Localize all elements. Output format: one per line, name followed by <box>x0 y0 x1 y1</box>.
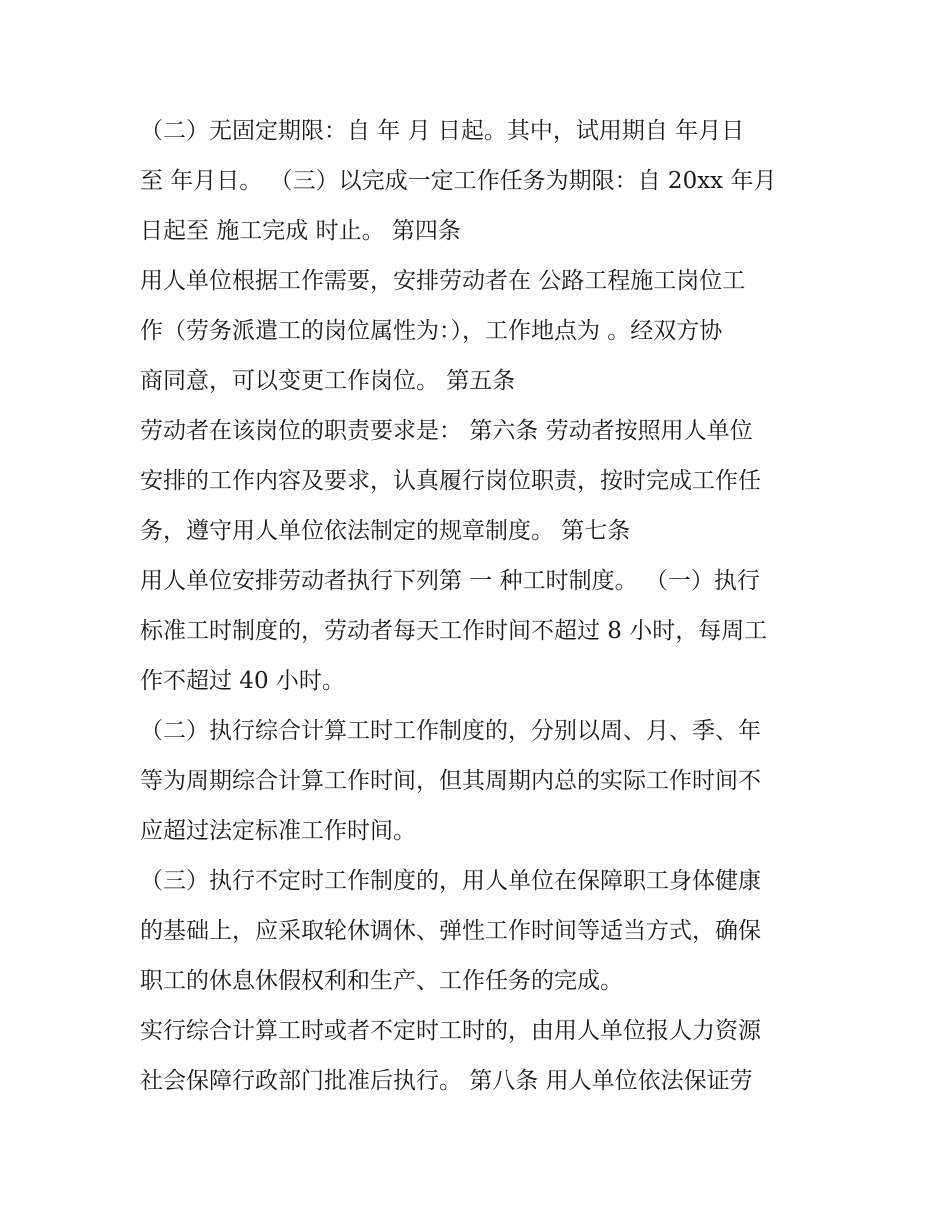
text-line: 职工的休息休假权利和生产、工作任务的完成。 <box>140 968 623 994</box>
text-line: 劳动者在该岗位的职责要求是： 第六条 劳动者按照用人单位 <box>140 418 753 444</box>
text-line: 日起至 施工完成 时止。 第四条 <box>140 218 461 244</box>
text-line: （二）执行综合计算工时工作制度的，分别以周、月、季、年 <box>140 718 761 744</box>
text-line: 作（劳务派遣工的岗位属性为：），工作地点为 。经双方协 <box>140 318 723 344</box>
text-line: 安排的工作内容及要求，认真履行岗位职责，按时完成工作任 <box>140 468 761 494</box>
text-line: 实行综合计算工时或者不定时工时的，由用人单位报人力资源 <box>140 1018 761 1044</box>
text-line: 商同意，可以变更工作岗位。 第五条 <box>140 368 516 394</box>
text-line: （三）执行不定时工作制度的，用人单位在保障职工身体健康 <box>140 868 761 894</box>
text-line: 务，遵守用人单位依法制定的规章制度。 第七条 <box>140 518 631 544</box>
text-line: 社会保障行政部门批准后执行。 第八条 用人单位依法保证劳 <box>140 1068 753 1094</box>
text-line: 用人单位安排劳动者执行下列第 一 种工时制度。 （一）执行 <box>140 568 760 594</box>
document-body <box>140 106 820 1106</box>
text-line: 标准工时制度的，劳动者每天工作时间不超过 8 小时，每周工 <box>140 618 768 644</box>
text-line: 作不超过 40 小时。 <box>140 668 345 694</box>
text-line: 的基础上，应采取轮休调休、弹性工作时间等适当方式，确保 <box>140 918 761 944</box>
text-line: 应超过法定标准工作时间。 <box>140 818 416 844</box>
text-line: （二）无固定期限：自 年 月 日起。其中，试用期自 年月日 <box>140 118 745 144</box>
text-line: 等为周期综合计算工作时间，但其周期内总的实际工作时间不 <box>140 768 761 794</box>
text-line: 用人单位根据工作需要，安排劳动者在 公路工程施工岗位工 <box>140 268 746 294</box>
text-line: 至 年月日。 （三）以完成一定工作任务为期限：自 20xx 年月 <box>140 168 777 194</box>
